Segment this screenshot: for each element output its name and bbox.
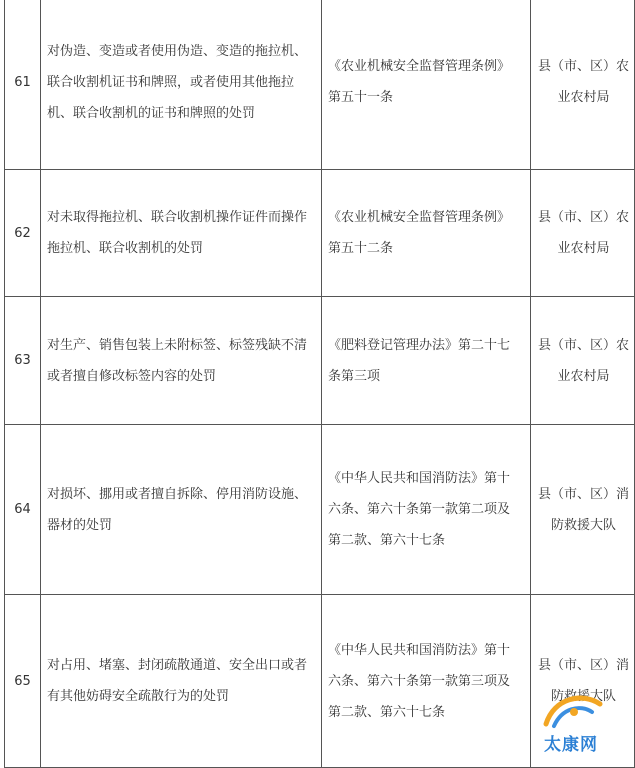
legal-basis: 《中华人民共和国消防法》第十六条、第六十条第一款第二项及第二款、第六十七条 [322, 425, 531, 595]
table-row [5, 0, 635, 170]
watermark-text: 太康网 [544, 735, 598, 755]
legal-basis: 《中华人民共和国消防法》第十六条、第六十条第一款第三项及第二款、第六十七条 [322, 595, 531, 768]
table-row [5, 297, 635, 425]
penalty-item: 对伪造、变造或者使用伪造、变造的拖拉机、联合收割机证书和牌照，或者使用其他拖拉机、联合收割机的证书和牌照的处罚 [41, 0, 322, 170]
penalty-table [4, 0, 635, 768]
responsible-department: 县（市、区）消防救援大队 [531, 425, 635, 595]
responsible-department: 县（市、区）农业农村局 [531, 297, 635, 425]
penalty-item: 对占用、堵塞、封闭疏散通道、安全出口或者有其他妨碍安全疏散行为的处罚 [41, 595, 322, 768]
row-number: 64 [5, 425, 41, 595]
table-row [5, 425, 635, 595]
watermark-logo-icon [534, 690, 614, 735]
penalty-item: 对生产、销售包装上未附标签、标签残缺不清或者擅自修改标签内容的处罚 [41, 297, 322, 425]
responsible-department: 县（市、区）消防救援大队 [531, 595, 635, 768]
responsible-department: 县（市、区）农业农村局 [531, 0, 635, 170]
table-row [5, 170, 635, 297]
row-number: 62 [5, 170, 41, 297]
row-number: 63 [5, 297, 41, 425]
responsible-department: 县（市、区）农业农村局 [531, 170, 635, 297]
legal-basis: 《农业机械安全监督管理条例》第五十一条 [322, 0, 531, 170]
site-watermark [534, 690, 614, 762]
legal-basis: 《农业机械安全监督管理条例》第五十二条 [322, 170, 531, 297]
penalty-item: 对未取得拖拉机、联合收割机操作证件而操作拖拉机、联合收割机的处罚 [41, 170, 322, 297]
penalty-item: 对损坏、挪用或者擅自拆除、停用消防设施、器材的处罚 [41, 425, 322, 595]
row-number: 65 [5, 595, 41, 768]
row-number: 61 [5, 0, 41, 170]
legal-basis: 《肥料登记管理办法》第二十七条第三项 [322, 297, 531, 425]
